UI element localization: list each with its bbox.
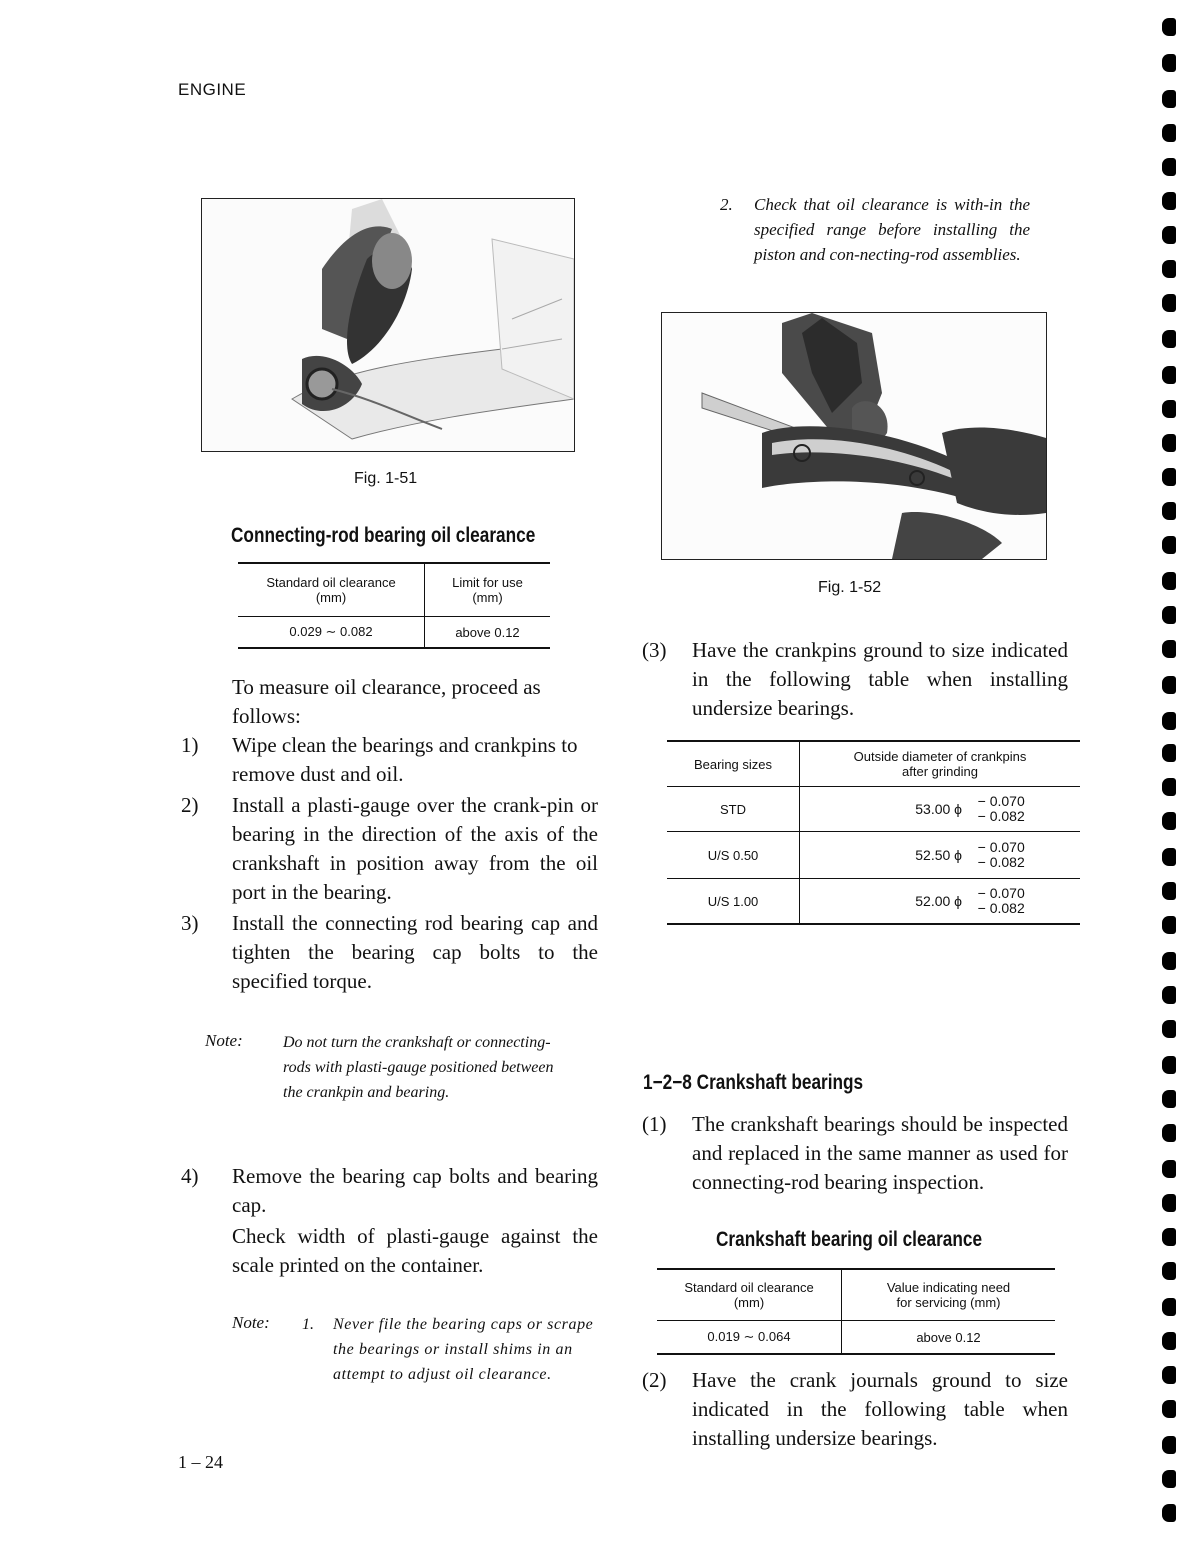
step-2-check-text: Check that oil clearance is with-in the specified range before installing the piston and con-necting-rod assemblies. [754, 195, 1030, 264]
step-3-number: 3) [181, 911, 199, 935]
item-2-number: (2) [642, 1368, 667, 1392]
step-1-text: Wipe clean the bearings and crankpins to remove dust and oil. [232, 733, 578, 786]
table3-servicing-value: above 0.12 [916, 1329, 981, 1345]
table2-row-size: U/S 1.00 [667, 879, 800, 924]
table2-row-tolerance: − 0.070 − 0.082 [977, 839, 1025, 870]
table1 [238, 562, 550, 649]
step-2-number: 2) [181, 793, 199, 817]
item-1-number: (1) [642, 1112, 667, 1136]
table3-standard-value: 0.019 ∼ 0.064 [657, 1321, 842, 1354]
table2-row-diameter: 52.50 ϕ [915, 847, 963, 863]
figure-1-52-photo [661, 312, 1047, 560]
note-2-label: Note: [232, 1313, 270, 1332]
table2-row [667, 832, 1080, 879]
table2-row-diameter: 53.00 ϕ [915, 801, 963, 817]
note-1-label: Note: [205, 1031, 243, 1050]
table1-title: Connecting-rod bearing oil clearance [231, 524, 536, 547]
table2-row-size: U/S 0.50 [667, 832, 800, 879]
table2-row-tolerance: − 0.070 − 0.082 [977, 793, 1025, 824]
figure-1-51-photo [201, 198, 575, 452]
step-2-check-number: 2. [720, 195, 733, 214]
table3-header-standard: Standard oil clearance (mm) [657, 1270, 842, 1321]
item-2-text: Have the crank journals ground to size indicated in the following table when installing undersize bearings. [692, 1368, 1068, 1450]
step-3-text: Install the connecting rod bearing cap and tighten the bearing cap bolts to the specified torque. [232, 911, 598, 993]
table3-header-servicing: Value indicating need for servicing (mm) [886, 1280, 1011, 1310]
section-header: ENGINE [178, 80, 247, 99]
table3 [657, 1268, 1055, 1355]
table3-title: Crankshaft bearing oil clearance [716, 1228, 983, 1251]
step-2-text: Install a plasti-gauge over the crank-pin or bearing in the direction of the axis of the crankshaft in position away from the oil port in the bearing. [232, 793, 598, 904]
table2-row-diameter: 52.00 ϕ [915, 893, 963, 909]
page-number: 1 – 24 [178, 1452, 223, 1472]
step-4-number: 4) [181, 1164, 199, 1188]
note-2-text: Never file the bearing caps or scrape the bearings or install shims in an attempt to adjust oil clearance. [333, 1316, 594, 1383]
note-2-number: 1. [302, 1316, 314, 1333]
table2-row-size: STD [667, 787, 800, 832]
table2-header-diameter: Outside diameter of crankpins after grinding [853, 749, 1027, 779]
intro-paragraph: To measure oil clearance, proceed as follows: [232, 675, 541, 728]
step-1-number: 1) [181, 733, 199, 757]
table2-row [667, 879, 1080, 924]
item-3-text: Have the crankpins ground to size indicated in the following table when installing undersize bearings. [692, 638, 1068, 720]
section-heading-crankshaft-bearings: 1−2−8 Crankshaft bearings [643, 1071, 864, 1094]
step-4-check-text: Check width of plasti-gauge against the scale printed on the container. [232, 1224, 598, 1277]
table2-header-sizes: Bearing sizes [667, 742, 800, 787]
figure-1-52-caption: Fig. 1-52 [818, 579, 882, 596]
table1-limit-value: above 0.12 [455, 624, 520, 640]
table2-row-tolerance: − 0.070 − 0.082 [977, 885, 1025, 916]
table1-standard-value: 0.029 ∼ 0.082 [238, 617, 425, 648]
step-4-text: Remove the bearing cap bolts and bearing cap. [232, 1164, 598, 1217]
table2 [667, 740, 1080, 925]
figure-1-51-caption: Fig. 1-51 [354, 470, 418, 487]
table1-header-limit: Limit for use (mm) [452, 575, 523, 605]
note-1-text: Do not turn the crankshaft or connecting-rods with plasti-gauge positioned between the crankpin and bearing. [283, 1034, 554, 1101]
item-3-number: (3) [642, 638, 667, 662]
item-1-text: The crankshaft bearings should be inspected and replaced in the same manner as used for connecting-rod bearing inspection. [692, 1112, 1068, 1194]
table2-row [667, 787, 1080, 832]
table1-header-standard: Standard oil clearance (mm) [238, 564, 425, 617]
